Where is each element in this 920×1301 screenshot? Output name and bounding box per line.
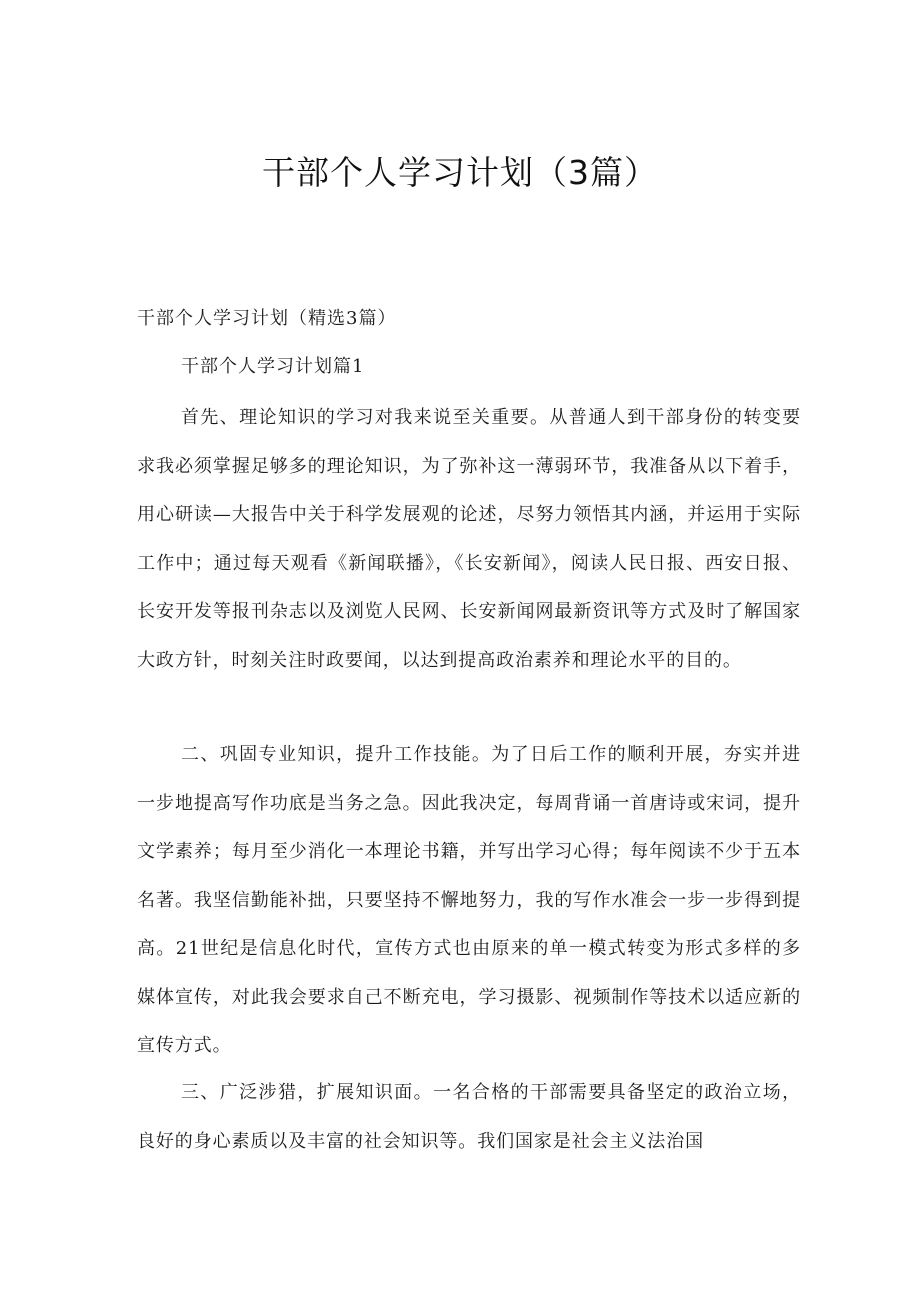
body-paragraph-3: 三、广泛涉猎，扩展知识面。一名合格的干部需要具备坚定的政治立场，良好的身心素质以及丰富的社会知识等。我们国家是社会主义法治国 <box>137 1082 801 1152</box>
body-paragraph-1: 首先、理论知识的学习对我来说至关重要。从普通人到干部身份的转变要求我必须掌握足够多的理论知识，为了弥补这一薄弱环节，我准备从以下着手，用心研读—大报告中关于科学发展观的论述，尽努力领悟其内涵，并运用于实际工作中；通过每天观看《新闻联播》，《长安新闻》，阅读人民日报、西安日报、长安开发等报刊杂志以及浏览人民网、长安新闻网最新资讯等方式及时了解国家大政方针，时刻关注时政要闻，以达到提高政治素养和理论水平的目的。 <box>137 407 801 671</box>
document-subtitle: 干部个人学习计划（精选3篇） <box>137 308 397 329</box>
document-title: 干部个人学习计划（3篇） <box>262 153 658 192</box>
body-paragraph-2: 二、巩固专业知识，提升工作技能。为了日后工作的顺利开展，夯实并进一步地提高写作功底是当务之急。因此我决定，每周背诵一首唐诗或宋词，提升文学素养；每月至少消化一本理论书籍，并写出学习心得；每年阅读不少于五本名著。我坚信勤能补拙，只要坚持不懈地努力，我的写作水准会一步一步得到提高。21世纪是信息化时代，宣传方式也由原来的单一模式转变为形式多样的多媒体宣传，对此我会要求自己不断充电，学习摄影、视频制作等技术以适应新的宣传方式。 <box>137 744 801 1056</box>
section-heading: 干部个人学习计划篇1 <box>181 356 365 377</box>
